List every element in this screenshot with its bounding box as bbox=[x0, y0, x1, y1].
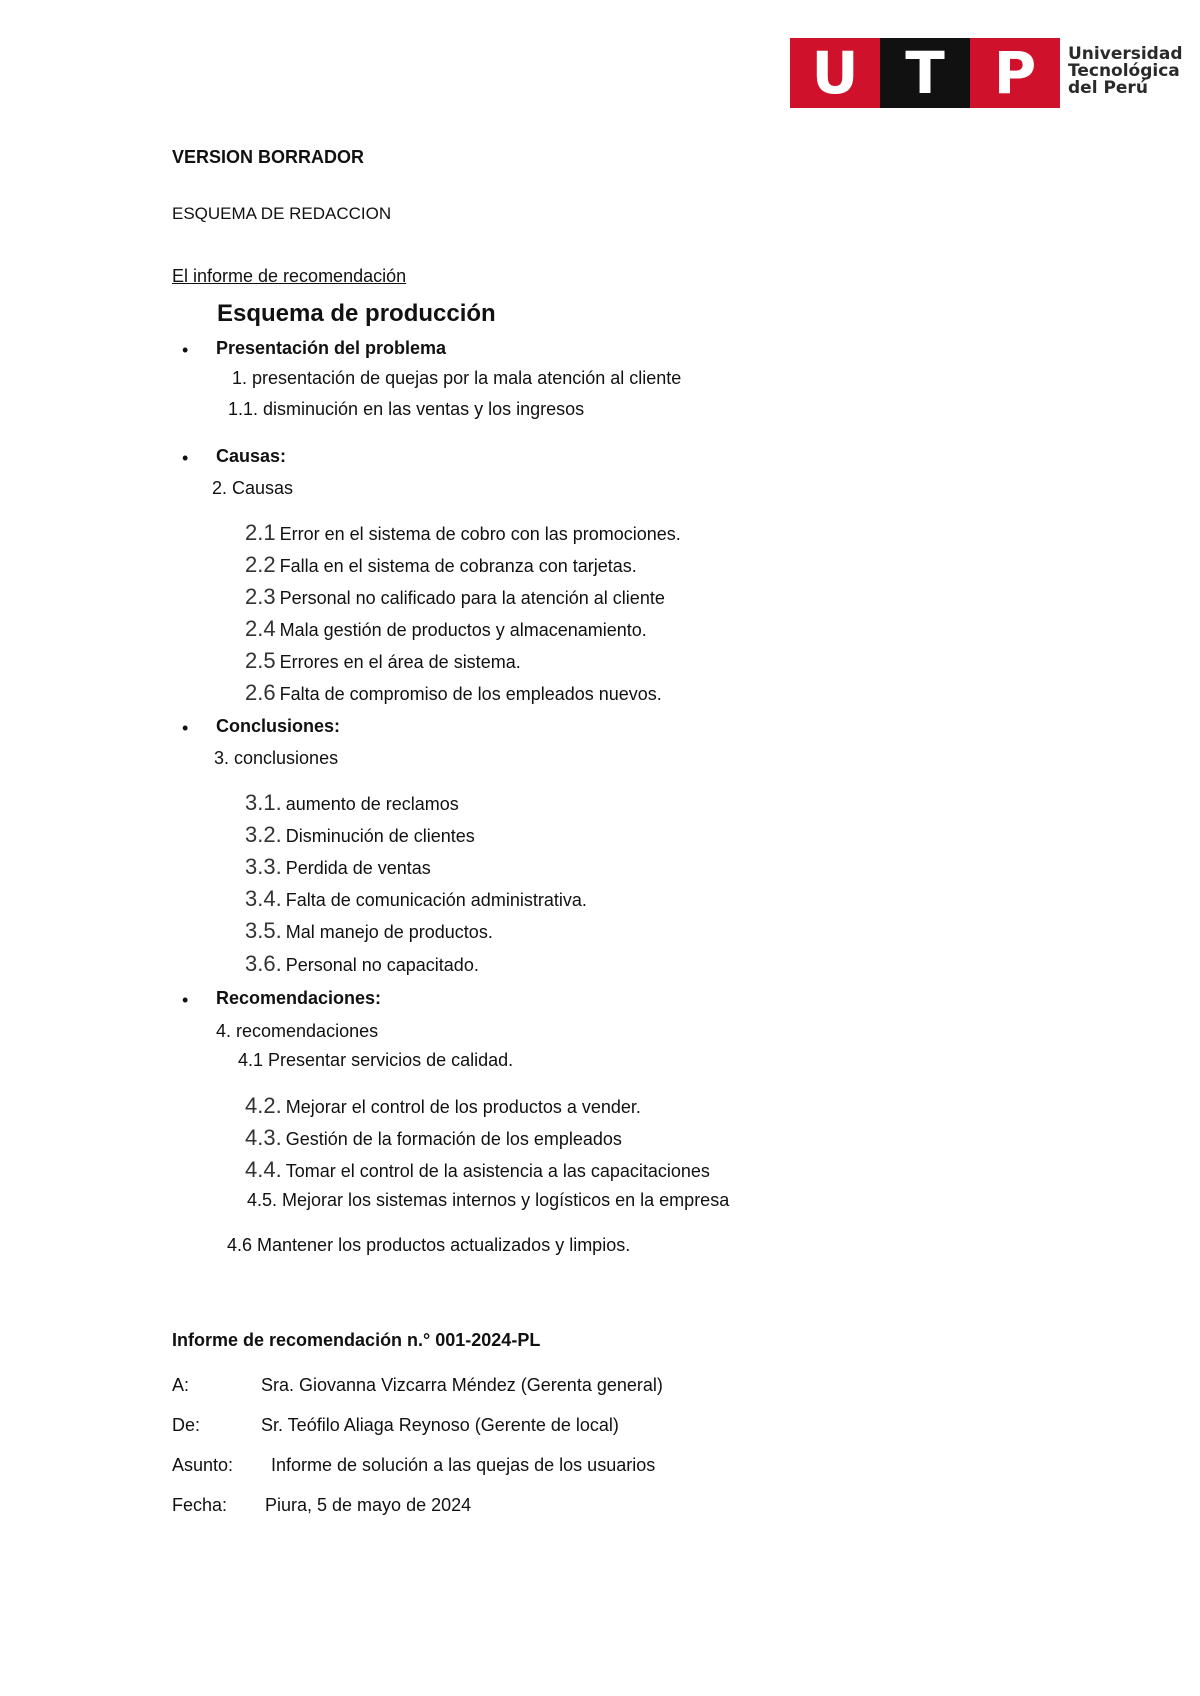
recommendation-text: Gestión de la formación de los empleados bbox=[285, 1129, 622, 1149]
logo-boxes bbox=[790, 38, 1060, 108]
problem-item-1: 1. presentación de quejas por la mala atención al cliente bbox=[232, 368, 682, 388]
recommendation-item bbox=[245, 1093, 641, 1119]
conclusion-item bbox=[245, 854, 431, 880]
cause-num: 2.2 bbox=[245, 552, 276, 577]
conclusion-num: 3.5. bbox=[245, 918, 282, 943]
bullet-recommendations: • bbox=[182, 990, 189, 1010]
memo-subject: Informe de solución a las quejas de los usuarios bbox=[271, 1455, 656, 1475]
causes-heading: Causas: bbox=[216, 446, 287, 466]
bullet-conclusions: • bbox=[182, 718, 189, 738]
scheme-label: ESQUEMA DE REDACCION bbox=[172, 204, 392, 223]
cause-item bbox=[245, 520, 681, 546]
recommendation-item bbox=[245, 1157, 710, 1183]
recommendations-sub: 4. recomendaciones bbox=[216, 1021, 379, 1041]
cause-num: 2.3 bbox=[245, 584, 276, 609]
cause-text: Error en el sistema de cobro con las promociones. bbox=[279, 524, 681, 544]
cause-item bbox=[245, 616, 647, 642]
utp-logo bbox=[790, 38, 1190, 108]
conclusion-item bbox=[245, 790, 459, 816]
cause-num: 2.5 bbox=[245, 648, 276, 673]
logo-line-3: del Perú bbox=[1068, 78, 1148, 98]
conclusion-num: 3.4. bbox=[245, 886, 282, 911]
recommendation-item-5: 4.5. Mejorar los sistemas internos y logísticos en la empresa bbox=[247, 1190, 730, 1210]
conclusion-num: 3.6. bbox=[245, 951, 282, 976]
logo-letter-t: T bbox=[880, 38, 970, 108]
conclusion-item bbox=[245, 951, 479, 977]
conclusions-sub: 3. conclusiones bbox=[214, 748, 339, 768]
problem-item-2: 1.1. disminución en las ventas y los ingresos bbox=[228, 399, 585, 419]
cause-item bbox=[245, 552, 637, 578]
cause-num: 2.6 bbox=[245, 680, 276, 705]
conclusion-text: Mal manejo de productos. bbox=[285, 922, 493, 942]
conclusion-text: Falta de comunicación administrativa. bbox=[285, 890, 587, 910]
logo-line-1: Universidad bbox=[1068, 44, 1183, 64]
logo-letter-p: P bbox=[970, 38, 1060, 108]
memo-title: Informe de recomendación n.° 001-2024-PL bbox=[172, 1330, 541, 1350]
recommendation-item bbox=[245, 1125, 622, 1151]
recommendation-num: 4.4. bbox=[245, 1157, 282, 1182]
causes-sub: 2. Causas bbox=[212, 478, 294, 498]
recommendation-num: 4.2. bbox=[245, 1093, 282, 1118]
conclusion-num: 3.3. bbox=[245, 854, 282, 879]
conclusion-item bbox=[245, 886, 587, 912]
cause-num: 2.1 bbox=[245, 520, 276, 545]
memo-to-label: A: bbox=[172, 1375, 190, 1395]
cause-text: Mala gestión de productos y almacenamiento. bbox=[279, 620, 647, 640]
problem-heading: Presentación del problema bbox=[216, 338, 447, 358]
conclusions-heading: Conclusiones: bbox=[216, 716, 341, 736]
recommendation-item-1: 4.1 Presentar servicios de calidad. bbox=[238, 1050, 514, 1070]
cause-item bbox=[245, 648, 521, 674]
memo-date-label: Fecha: bbox=[172, 1495, 228, 1515]
cause-text: Errores en el área de sistema. bbox=[279, 652, 521, 672]
report-type-label: El informe de recomendación bbox=[172, 266, 407, 286]
recommendations-heading: Recomendaciones: bbox=[216, 988, 382, 1008]
logo-line-2: Tecnológica bbox=[1068, 61, 1180, 81]
outline-title: Esquema de producción bbox=[217, 300, 496, 327]
memo-to: Sra. Giovanna Vizcarra Méndez (Gerenta general) bbox=[261, 1375, 663, 1395]
conclusion-num: 3.2. bbox=[245, 822, 282, 847]
conclusion-item bbox=[245, 822, 475, 848]
logo-wordmark bbox=[1068, 46, 1182, 97]
bullet-causes: • bbox=[182, 448, 189, 468]
memo-date: Piura, 5 de mayo de 2024 bbox=[265, 1495, 472, 1515]
cause-item bbox=[245, 680, 662, 706]
conclusion-text: Perdida de ventas bbox=[285, 858, 431, 878]
bullet-problem: • bbox=[182, 340, 189, 360]
memo-subject-label: Asunto: bbox=[172, 1455, 234, 1475]
version-label: VERSION BORRADOR bbox=[172, 147, 365, 167]
recommendation-num: 4.3. bbox=[245, 1125, 282, 1150]
memo-from-label: De: bbox=[172, 1415, 201, 1435]
conclusion-num: 3.1. bbox=[245, 790, 282, 815]
logo-letter-u: U bbox=[790, 38, 880, 108]
recommendation-item-6: 4.6 Mantener los productos actualizados y limpios. bbox=[227, 1235, 631, 1255]
conclusion-item bbox=[245, 918, 493, 944]
recommendation-text: Mejorar el control de los productos a vender. bbox=[285, 1097, 641, 1117]
cause-text: Personal no calificado para la atención al cliente bbox=[279, 588, 665, 608]
conclusion-text: Personal no capacitado. bbox=[285, 955, 479, 975]
recommendation-text: Tomar el control de la asistencia a las capacitaciones bbox=[285, 1161, 710, 1181]
cause-num: 2.4 bbox=[245, 616, 276, 641]
cause-item bbox=[245, 584, 665, 610]
cause-text: Falla en el sistema de cobranza con tarjetas. bbox=[279, 556, 637, 576]
memo-from: Sr. Teófilo Aliaga Reynoso (Gerente de local) bbox=[261, 1415, 619, 1435]
cause-text: Falta de compromiso de los empleados nuevos. bbox=[279, 684, 662, 704]
conclusion-text: aumento de reclamos bbox=[285, 794, 459, 814]
conclusion-text: Disminución de clientes bbox=[285, 826, 475, 846]
